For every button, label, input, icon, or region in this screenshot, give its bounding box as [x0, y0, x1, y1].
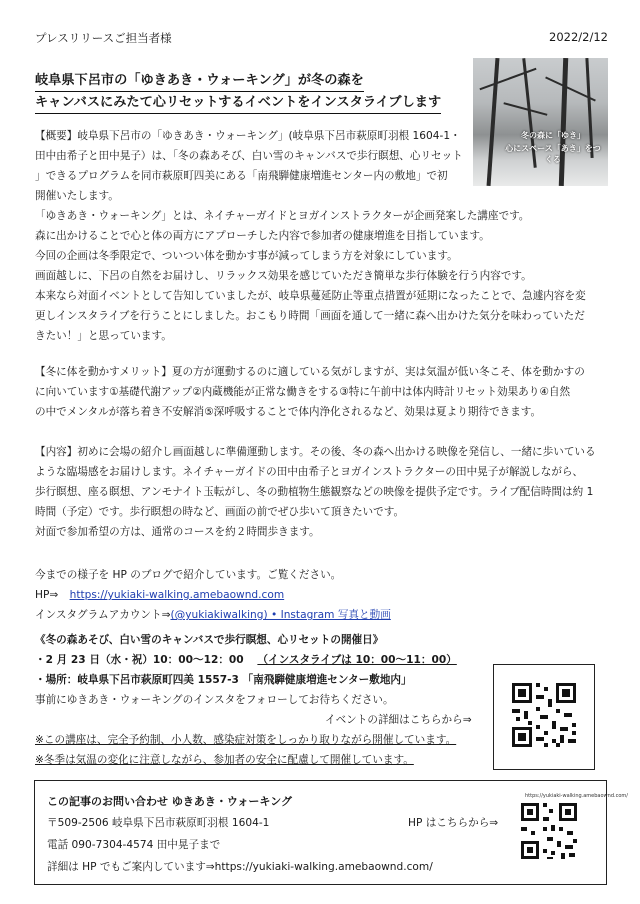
event-details-pointer: イベントの詳細はこちらから⇒ [325, 714, 472, 726]
merit-line: の中でメンタルが落ち着き不安解消⑤深呼吸することで体内浄化されるなど、効果は夏より期待できます。 [35, 406, 542, 418]
contact-details: 詳細は HP でもご案内しています⇒https://yukiaki-walking.amebaownd.com/ [47, 861, 433, 873]
contact-heading: この記事のお問い合わせ ゆきあき・ウォーキング [47, 795, 293, 808]
event-qr-code[interactable] [493, 664, 595, 770]
overview-line: 田中由希子と田中晃子）は、「冬の森あそび、白い雪のキャンバスで歩行瞑想、心リセット [35, 150, 463, 162]
photo-caption-2: 心にスペース「あき」をつくる [505, 144, 601, 164]
note-reservation: ※この講座は、完全予約制、小人数、感染症対策をしっかり取りながら開催しています。 [35, 734, 457, 746]
links-section [35, 565, 391, 625]
event-section [35, 630, 472, 770]
event-place: ・場所：岐阜県下呂市萩原町四美 1557-3 「南飛騨健康増進センター敷地内」 [35, 674, 412, 686]
event-date: ・2 月 23 日（水・祝）10：00〜12：00 [35, 654, 244, 666]
contact-qr-url: https://yukiaki-walking.amebaownd.com/ [525, 793, 628, 799]
photo-caption-1: 冬の森に「ゆき」 [521, 131, 585, 140]
content-line: 対面で参加希望の方は、通常のコースを約２時間歩きます。 [35, 526, 320, 538]
instagram-label: インスタグラムアカウント⇒ [35, 609, 171, 621]
event-heading: 《冬の森あそび、白い雪のキャンバスで歩行瞑想、心リセットの開催日》 [35, 634, 384, 646]
contact-box [34, 780, 628, 885]
overview-section [35, 126, 586, 346]
note-winter: ※冬季は気温の変化に注意しながら、参加者の安全に配慮して開催しています。 [35, 754, 414, 766]
overview-line: 」できるプログラムを同市萩原町四美にある「南飛騨健康増進センター内の敷地」で初 [35, 170, 448, 182]
overview-line: 「ゆきあき・ウォーキング」とは、ネイチャーガイドとヨガインストラクターが企画発案した講座です。 [35, 210, 530, 222]
overview-line: 本来なら対面イベントとして告知していましたが、岐阜県蔓延防止等重点措置が延期になったことで、急遽内容を変 [35, 290, 586, 302]
title-line-2: キャンバスにみたて心リセットするイベントをインスタライブします [35, 92, 441, 114]
content-section [35, 442, 596, 542]
overview-line: 更しインスタライブを行うことにしました。おこもり時間「画面を通して一緒に森へ出かけた気分を味わっていただ [35, 310, 585, 322]
overview-line: 画面越しに、下呂の自然をお届けし、リラックス効果を感じていただき簡単な歩行体験を行う内容です。 [35, 270, 532, 282]
overview-line: 開催いたします。 [35, 190, 119, 202]
contact-qr-code[interactable] [503, 789, 628, 877]
blog-intro: 今までの様子を HP のブログで紹介しています。ご覧ください。 [35, 569, 342, 581]
contact-address: 〒509-2506 岐阜県下呂市萩原町羽根 1604-1 [47, 817, 270, 829]
content-line: 歩行瞑想、座る瞑想、アンモナイト玉転がし、冬の動植物生態観察などの映像を提供予定です。ライブ配信時間は約 1 [35, 486, 594, 498]
hp-link[interactable]: https://yukiaki-walking.amebaownd.com [69, 589, 285, 601]
overview-line: 【概要】岐阜県下呂市の「ゆきあき・ウォーキング」(岐阜県下呂市萩原町羽根 1604-1・ [35, 130, 461, 142]
event-live-time: （インスタライブは 10：00〜11：00） [257, 654, 457, 666]
release-date: 2022/2/12 [549, 30, 608, 44]
content-line: 【内容】初めに会場の紹介し画面越しに準備運動します。その後、冬の森へ出かける映像を発信し、一緒に歩いている [35, 446, 596, 458]
merit-line: 【冬に体を動かすメリット】夏の方が運動するのに適している気がしますが、実は気温が低い冬こそ、体を動かすの [35, 366, 585, 378]
event-follow: 事前にゆきあき・ウォーキングのインスタをフォローしてお待ちください。 [35, 694, 394, 706]
content-line: ような臨場感をお届けします。ネイチャーガイドの田中由希子とヨガインストラクターの田中晃子が解説しながら、 [35, 466, 584, 478]
contact-hp-pointer: HP はこちらから⇒ [408, 817, 499, 829]
title-line-1: 岐阜県下呂市の「ゆきあき・ウォーキング」が冬の森を [35, 70, 364, 92]
merit-line: に向いています①基礎代謝アップ②内蔵機能が正常な働きをする③特に午前中は体内時計リセット効果あり④自然 [35, 386, 571, 398]
overview-line: きたい！」と思っています。 [35, 330, 172, 342]
recipient-line: プレスリリースご担当者様 [35, 31, 172, 45]
instagram-link[interactable]: (@yukiakiwalking) • Instagram 写真と動画 [170, 609, 391, 621]
content-line: 時間（予定）です。歩行瞑想の時など、画面の前でぜひ歩いて頂きたいです。 [35, 506, 405, 518]
contact-phone: 電話 090-7304-4574 田中晃子まで [47, 839, 221, 851]
overview-line: 今回の企画は冬季限定で、ついつい体を動かす事が減ってしまう方を対象にしています。 [35, 250, 458, 262]
hp-label: HP⇒ [35, 589, 59, 601]
overview-line: 森に出かけることで心と体の両方にアプローチした内容で参加者の健康増進を目指しています。 [35, 230, 490, 242]
merit-section [35, 362, 585, 422]
page-title [35, 70, 441, 114]
